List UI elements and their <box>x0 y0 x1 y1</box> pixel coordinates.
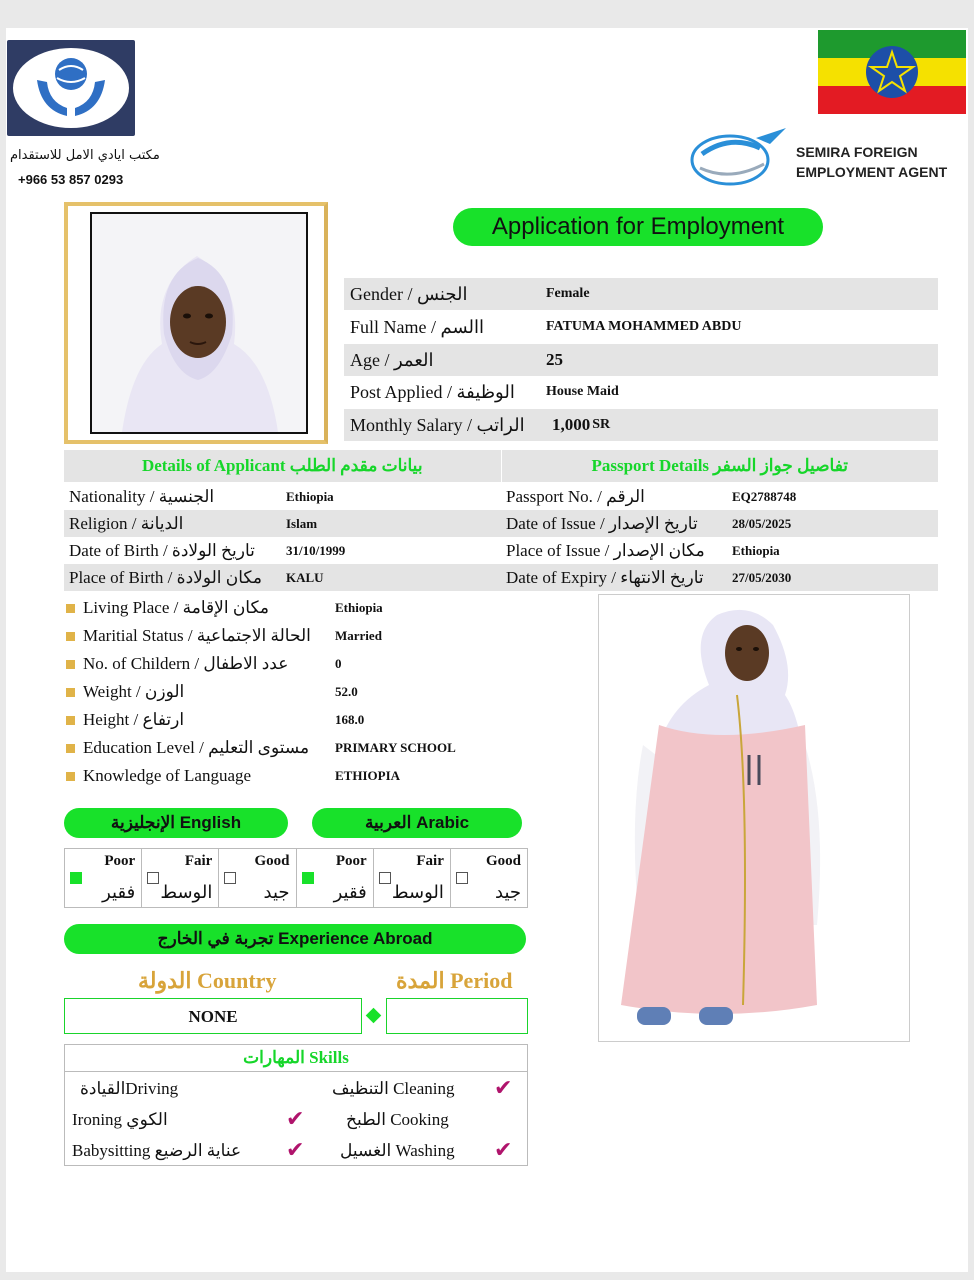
agency-arabic-name: مكتب ايادي الامل للاستقدام <box>10 148 160 163</box>
details-row: Date of Birth / تاريخ الولادة 31/10/1999 Place of Issue / مكان الإصدار Ethiopia <box>69 540 780 560</box>
list-item: Height / ارتفاع 168.0 <box>66 706 536 734</box>
list-item: Living Place / مكان الإقامة Ethiopia <box>66 594 536 622</box>
check-icon: ✔ <box>286 1138 305 1163</box>
english-language-label: الإنجليزية English <box>64 808 288 838</box>
post-applied-row: Post Applied / الوظيفة House Maid <box>350 381 619 402</box>
bullet-icon <box>66 604 75 613</box>
bullet-icon <box>66 632 75 641</box>
full-body-photo <box>598 594 910 1042</box>
arabic-language-label: العربية Arabic <box>312 808 522 838</box>
language-level-cell[interactable]: Good جيد <box>219 849 296 907</box>
agency-logo <box>7 40 135 136</box>
checkbox-checked-icon[interactable] <box>302 872 314 884</box>
period-value <box>386 998 528 1034</box>
skill-washing: الغسيل Washing <box>340 1141 455 1160</box>
skill-cooking: الطبخ Cooking <box>346 1110 449 1129</box>
checkbox-empty-icon[interactable] <box>456 872 468 884</box>
skill-ironing: Ironing الكوي <box>72 1110 168 1129</box>
applicant-details-heading: Details of Applicant بيانات مقدم الطلب <box>64 450 502 482</box>
agency-phone: +966 53 857 0293 <box>18 172 124 187</box>
list-item: Weight / الوزن 52.0 <box>66 678 536 706</box>
bullet-icon <box>66 716 75 725</box>
skill-cleaning: التنظيف Cleaning <box>332 1079 455 1098</box>
diamond-icon <box>366 1008 382 1024</box>
language-level-cell[interactable]: Fair الوسط <box>374 849 451 907</box>
bullet-icon <box>66 688 75 697</box>
hands-globe-icon <box>7 40 135 136</box>
agency-name: SEMIRA FOREIGN EMPLOYMENT AGENT <box>796 144 948 180</box>
checkbox-empty-icon[interactable] <box>379 872 391 884</box>
passport-details-heading: Passport Details تفاصيل جواز السفر <box>591 456 849 475</box>
salary-row: Monthly Salary / الراتب 1,000 SR <box>344 409 938 441</box>
full-name-row: Full Name / االسم FATUMA MOHAMMED ABDU <box>350 316 742 337</box>
skill-babysitting: Babysitting عناية الرضيع <box>72 1141 242 1160</box>
bullet-icon <box>66 772 75 781</box>
page-title: Application for Employment <box>453 208 823 246</box>
language-level-cell[interactable]: Poor فقير <box>297 849 374 907</box>
country-value: NONE <box>64 998 362 1034</box>
details-row: Place of Birth / مكان الولادة KALU Date of Expiry / تاريخ الانتهاء 27/05/2030 <box>64 564 938 591</box>
details-header <box>64 450 938 482</box>
language-level-cell[interactable]: Good جيد <box>451 849 527 907</box>
skill-driving: القيادةDriving <box>80 1079 179 1098</box>
language-level-cell[interactable]: Fair الوسط <box>142 849 219 907</box>
plane-globe-icon <box>686 124 790 190</box>
list-item: Knowledge of Language ETHIOPIA <box>66 762 536 790</box>
application-form <box>6 28 968 1272</box>
bullet-icon <box>66 660 75 669</box>
check-icon: ✔ <box>286 1107 305 1132</box>
gender-row: Gender / الجنس Female <box>344 278 938 310</box>
check-icon: ✔ <box>494 1076 513 1101</box>
bullet-icon <box>66 744 75 753</box>
check-icon: ✔ <box>494 1138 513 1163</box>
list-item: Education Level / مستوى التعليم PRIMARY SCHOOL <box>66 734 536 762</box>
country-label: الدولة Country <box>138 968 277 993</box>
checkbox-empty-icon[interactable] <box>147 872 159 884</box>
list-item: Maritial Status / الحالة الاجتماعية Married <box>66 622 536 650</box>
ethiopia-flag-icon <box>818 30 966 114</box>
details-row: Nationality / الجنسية Ethiopia Passport No. / الرقم EQ2788748 <box>69 486 797 506</box>
checkbox-empty-icon[interactable] <box>224 872 236 884</box>
period-label: المدة Period <box>396 968 513 993</box>
language-level-table <box>64 848 528 908</box>
portrait-photo <box>90 212 308 434</box>
language-level-cell[interactable]: Poor فقير <box>65 849 142 907</box>
details-row: Religion / الديانة Islam Date of Issue / تاريخ الإصدار 28/05/2025 <box>64 510 938 537</box>
list-item: No. of Childern / عدد الاطفال 0 <box>66 650 536 678</box>
checkbox-checked-icon[interactable] <box>70 872 82 884</box>
experience-abroad-heading: تجربة في الخارج Experience Abroad <box>64 924 526 954</box>
skills-heading: المهارات Skills <box>64 1044 528 1072</box>
age-row: Age / العمر 25 <box>344 344 938 376</box>
